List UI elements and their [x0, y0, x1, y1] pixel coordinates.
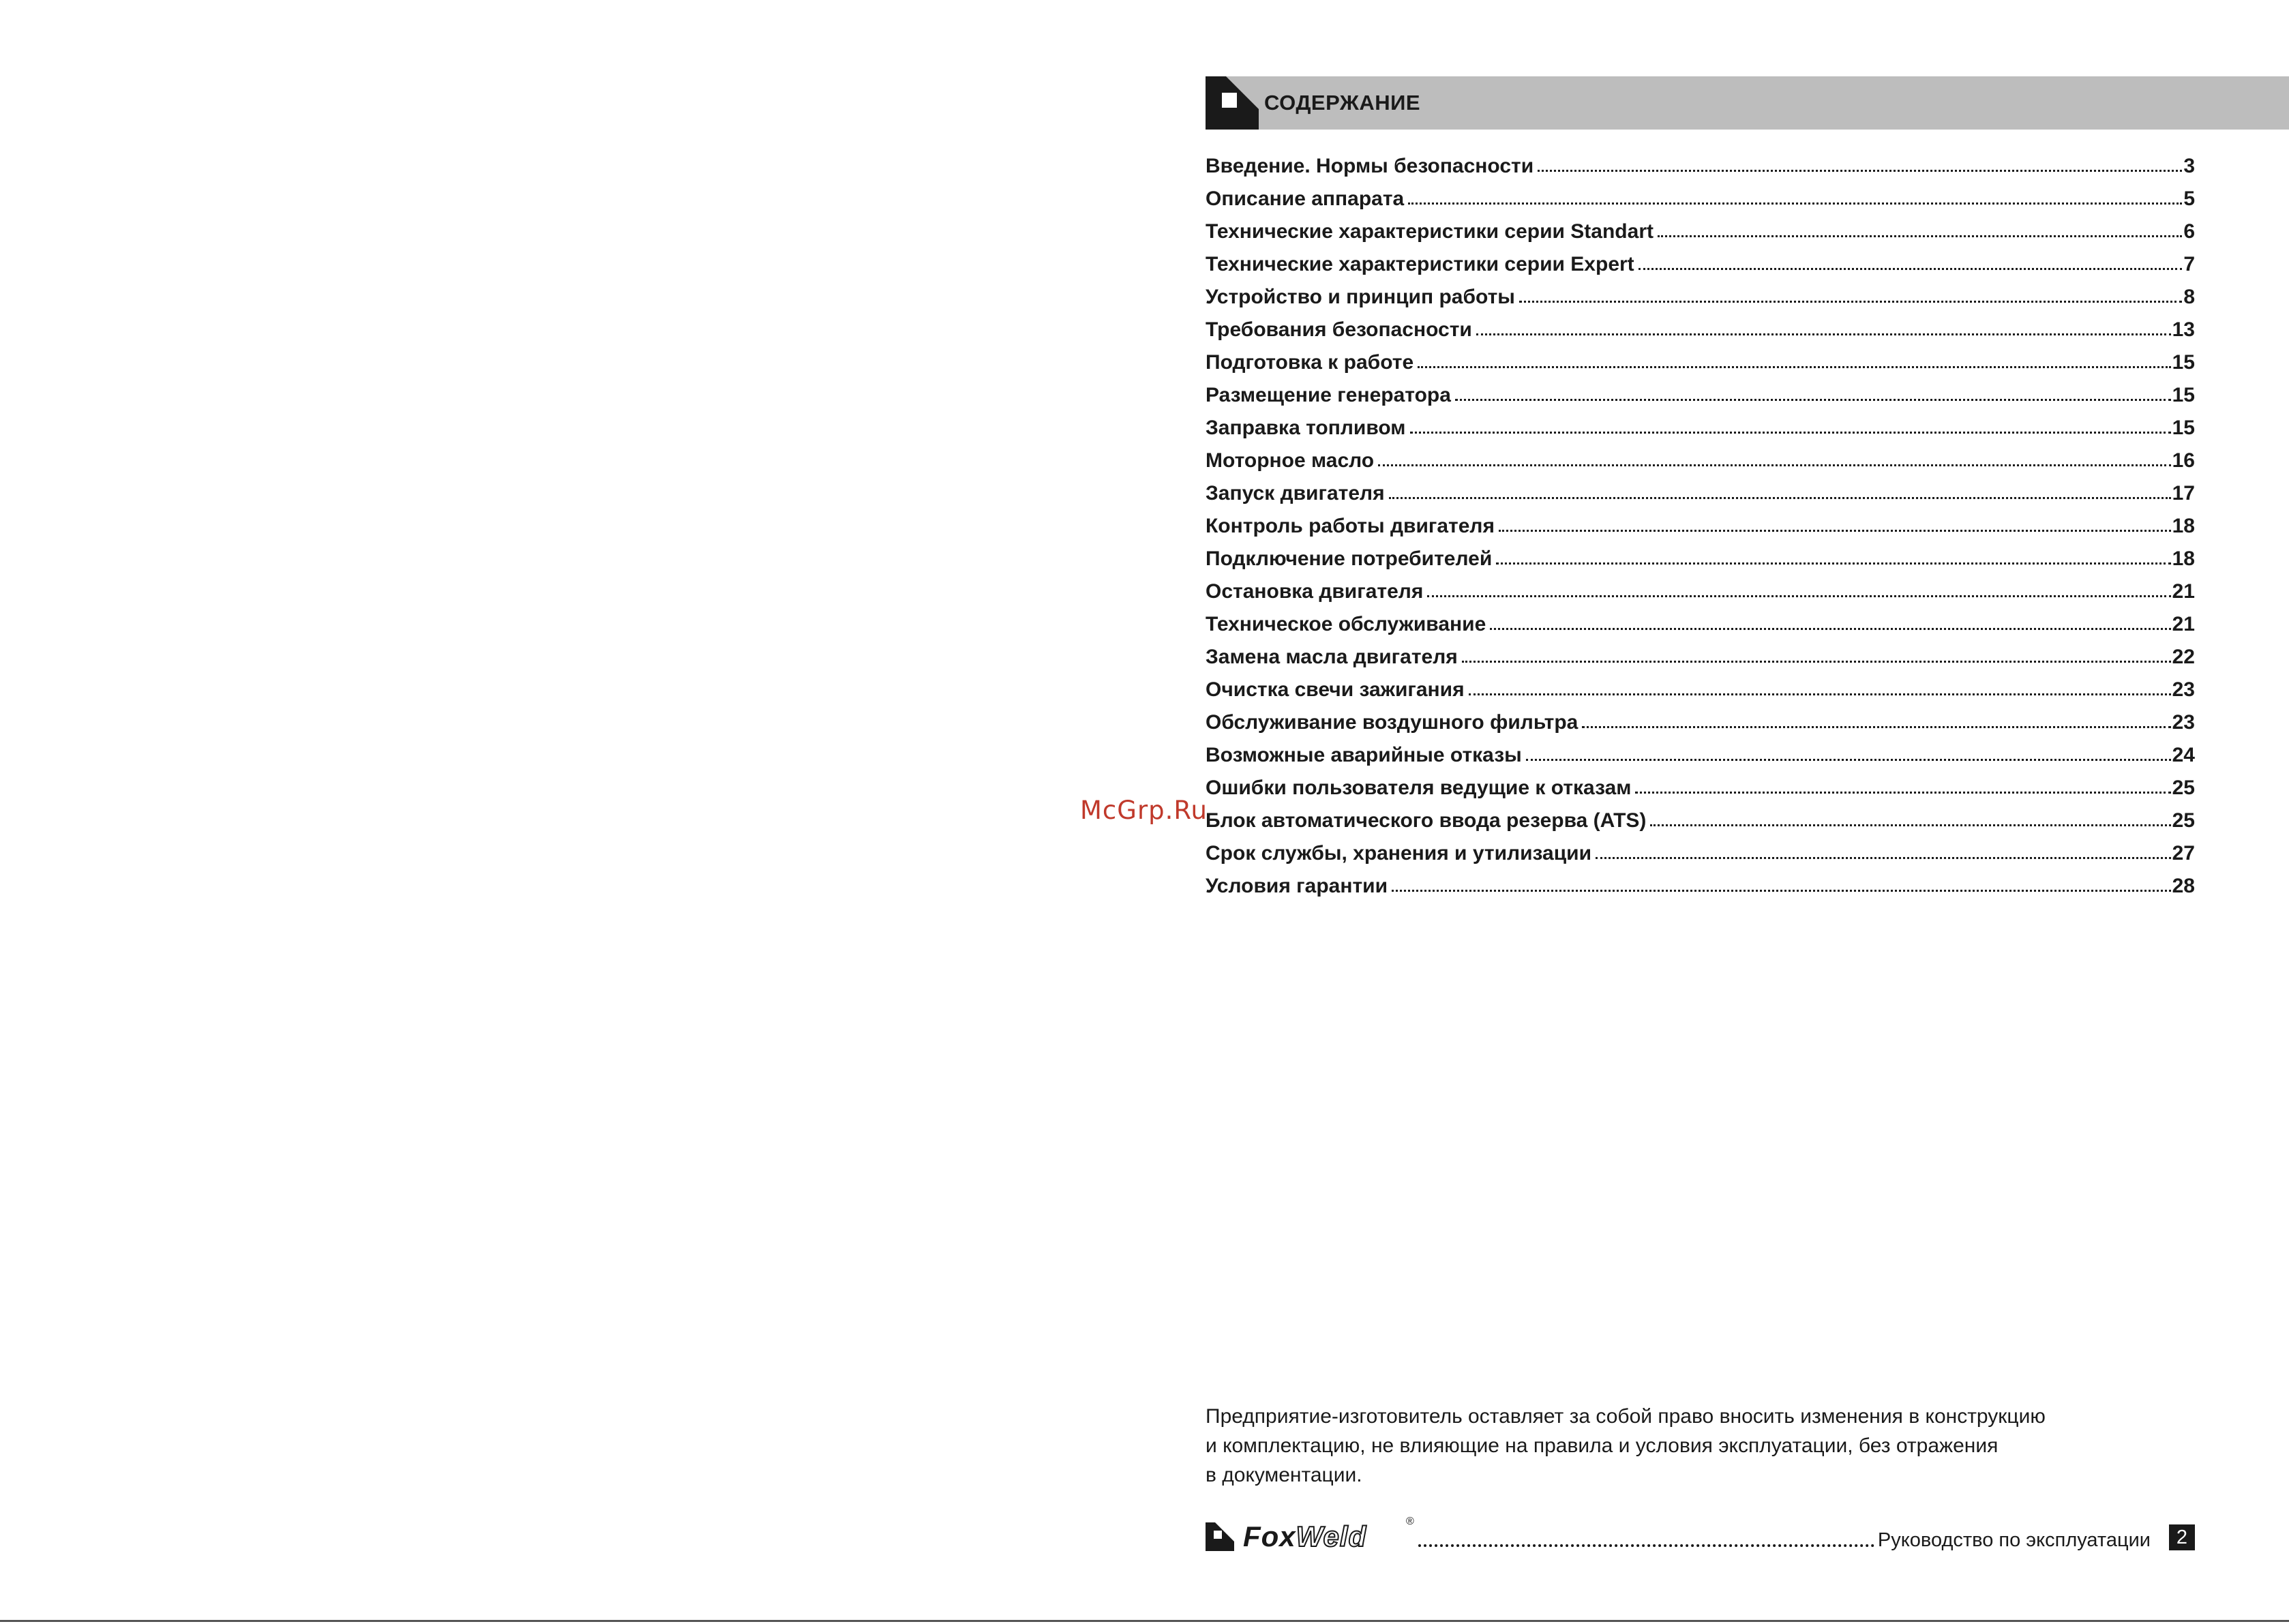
- toc-entry-page: 5: [2183, 187, 2195, 210]
- disclaimer-text: [1206, 1402, 2160, 1490]
- toc-dot-leader: [1650, 822, 2170, 826]
- toc-entry-page: 21: [2172, 580, 2195, 603]
- bottom-divider: [0, 1620, 2289, 1622]
- toc-entry-title: Заправка топливом: [1206, 417, 1406, 439]
- manual-label: Руководство по эксплуатации: [1877, 1529, 2151, 1551]
- brand-part-weld: Weld: [1296, 1520, 1367, 1552]
- toc-dot-leader: [1378, 462, 2170, 466]
- toc-entry-title: Размещение генератора: [1206, 384, 1451, 406]
- toc-entry-title: Очистка свечи зажигания: [1206, 678, 1465, 701]
- toc-entry-page: 15: [2172, 384, 2195, 406]
- toc-entry-title: Замена масла двигателя: [1206, 646, 1458, 668]
- toc-entry[interactable]: [1206, 739, 2195, 772]
- toc-entry-page: 18: [2172, 547, 2195, 570]
- toc-entry[interactable]: [1206, 314, 2195, 346]
- toc-entry-title: Срок службы, хранения и утилизации: [1206, 842, 1592, 864]
- toc-dot-leader: [1499, 527, 2171, 532]
- toc-dot-leader: [1639, 265, 2183, 270]
- toc-entry-page: 28: [2172, 875, 2195, 897]
- toc-entry-title: Требования безопасности: [1206, 318, 1472, 341]
- toc-entry[interactable]: [1206, 248, 2195, 281]
- toc-entry-title: Возможные аварийные отказы: [1206, 744, 1522, 766]
- toc-entry[interactable]: [1206, 346, 2195, 379]
- toc-dot-leader: [1392, 887, 2171, 892]
- footer-dot-leader: [1418, 1544, 1874, 1547]
- toc-entry-page: 8: [2183, 286, 2195, 308]
- toc-entry[interactable]: [1206, 772, 2195, 805]
- toc-entry[interactable]: [1206, 674, 2195, 706]
- toc-header: [1206, 76, 2289, 130]
- corner-square-icon: [1206, 76, 1259, 130]
- toc-dot-leader: [1410, 429, 2171, 434]
- toc-dot-leader: [1455, 396, 2171, 401]
- toc-entry-page: 23: [2172, 678, 2195, 701]
- toc-entry[interactable]: [1206, 477, 2195, 510]
- toc-entry-title: Блок автоматического ввода резерва (ATS): [1206, 809, 1647, 832]
- toc-entry[interactable]: [1206, 870, 2195, 903]
- toc-entry-title: Подключение потребителей: [1206, 547, 1493, 570]
- toc-entry-page: 13: [2172, 318, 2195, 341]
- toc-dot-leader: [1418, 363, 2170, 368]
- toc-entry[interactable]: [1206, 510, 2195, 543]
- brand-part-fox: Fox: [1243, 1520, 1296, 1552]
- toc-dot-leader: [1582, 723, 2170, 728]
- toc-entry-title: Моторное масло: [1206, 449, 1375, 472]
- toc-entry-title: Технические характеристики серии Standart: [1206, 220, 1654, 243]
- page-number: 2: [2169, 1524, 2195, 1550]
- toc-entry-page: 24: [2172, 744, 2195, 766]
- watermark: McGrp.Ru: [1080, 796, 1208, 825]
- toc-entry-title: Ошибки пользователя ведущие к отказам: [1206, 777, 1632, 799]
- toc-entry-title: Контроль работы двигателя: [1206, 515, 1495, 537]
- toc-entry-title: Технические характеристики серии Expert: [1206, 253, 1634, 275]
- toc-dot-leader: [1389, 494, 2171, 499]
- toc-entry-title: Подготовка к работе: [1206, 351, 1414, 374]
- toc-entry[interactable]: [1206, 575, 2195, 608]
- toc-entry[interactable]: [1206, 215, 2195, 248]
- toc-entry[interactable]: [1206, 183, 2195, 215]
- toc-dot-leader: [1526, 756, 2171, 761]
- toc-entry-title: Обслуживание воздушного фильтра: [1206, 711, 1579, 734]
- toc-dot-leader: [1635, 789, 2170, 794]
- toc-entry[interactable]: [1206, 706, 2195, 739]
- toc-dot-leader: [1596, 854, 2171, 859]
- toc-dot-leader: [1538, 167, 2182, 172]
- toc-entry[interactable]: [1206, 150, 2195, 183]
- toc-entry-page: 16: [2172, 449, 2195, 472]
- toc-dot-leader: [1496, 560, 2170, 565]
- toc-entry[interactable]: [1206, 445, 2195, 477]
- toc-entry-title: Введение. Нормы безопасности: [1206, 155, 1534, 177]
- toc-entry-page: 17: [2172, 482, 2195, 505]
- toc-entry[interactable]: [1206, 608, 2195, 641]
- foxweld-logo-icon: [1206, 1522, 1234, 1551]
- page-footer: [1206, 1516, 2195, 1555]
- toc-dot-leader: [1519, 298, 2182, 303]
- toc-dot-leader: [1469, 691, 2171, 695]
- toc-entry-title: Устройство и принцип работы: [1206, 286, 1515, 308]
- disclaimer-line: Предприятие-изготовитель оставляет за собой право вносить изменения в конструкцию: [1206, 1405, 2046, 1428]
- toc-dot-leader: [1658, 232, 2182, 237]
- registered-mark: ®: [1406, 1516, 1414, 1527]
- table-of-contents: [1206, 150, 2195, 903]
- toc-entry-page: 23: [2172, 711, 2195, 734]
- toc-entry[interactable]: [1206, 543, 2195, 575]
- toc-entry-page: 22: [2172, 646, 2195, 668]
- toc-entry-page: 27: [2172, 842, 2195, 864]
- toc-entry-page: 15: [2172, 417, 2195, 439]
- toc-entry-page: 7: [2183, 253, 2195, 275]
- toc-entry[interactable]: [1206, 379, 2195, 412]
- toc-entry[interactable]: [1206, 837, 2195, 870]
- toc-dot-leader: [1427, 592, 2170, 597]
- toc-entry[interactable]: [1206, 641, 2195, 674]
- toc-entry-page: 15: [2172, 351, 2195, 374]
- toc-dot-leader: [1408, 200, 2182, 205]
- toc-entry[interactable]: [1206, 281, 2195, 314]
- toc-entry[interactable]: [1206, 412, 2195, 445]
- toc-entry-page: 3: [2183, 155, 2195, 177]
- toc-entry-title: Описание аппарата: [1206, 187, 1405, 210]
- toc-entry-title: Остановка двигателя: [1206, 580, 1424, 603]
- toc-dot-leader: [1476, 331, 2171, 335]
- toc-entry-page: 6: [2183, 220, 2195, 243]
- toc-entry-page: 25: [2172, 777, 2195, 799]
- toc-entry-page: 25: [2172, 809, 2195, 832]
- toc-dot-leader: [1462, 658, 2171, 663]
- toc-entry-title: Условия гарантии: [1206, 875, 1388, 897]
- toc-title: СОДЕРЖАНИЕ: [1264, 91, 1421, 115]
- toc-entry-title: Техническое обслуживание: [1206, 613, 1486, 635]
- disclaimer-line: и комплектацию, не влияющие на правила и условия эксплуатации, без отражения: [1206, 1434, 1999, 1457]
- toc-entry[interactable]: [1206, 805, 2195, 837]
- toc-entry-title: Запуск двигателя: [1206, 482, 1385, 505]
- brand-logo: [1243, 1520, 1366, 1554]
- toc-dot-leader: [1490, 625, 2170, 630]
- disclaimer-line: в документации.: [1206, 1464, 1362, 1486]
- toc-entry-page: 18: [2172, 515, 2195, 537]
- toc-entry-page: 21: [2172, 613, 2195, 635]
